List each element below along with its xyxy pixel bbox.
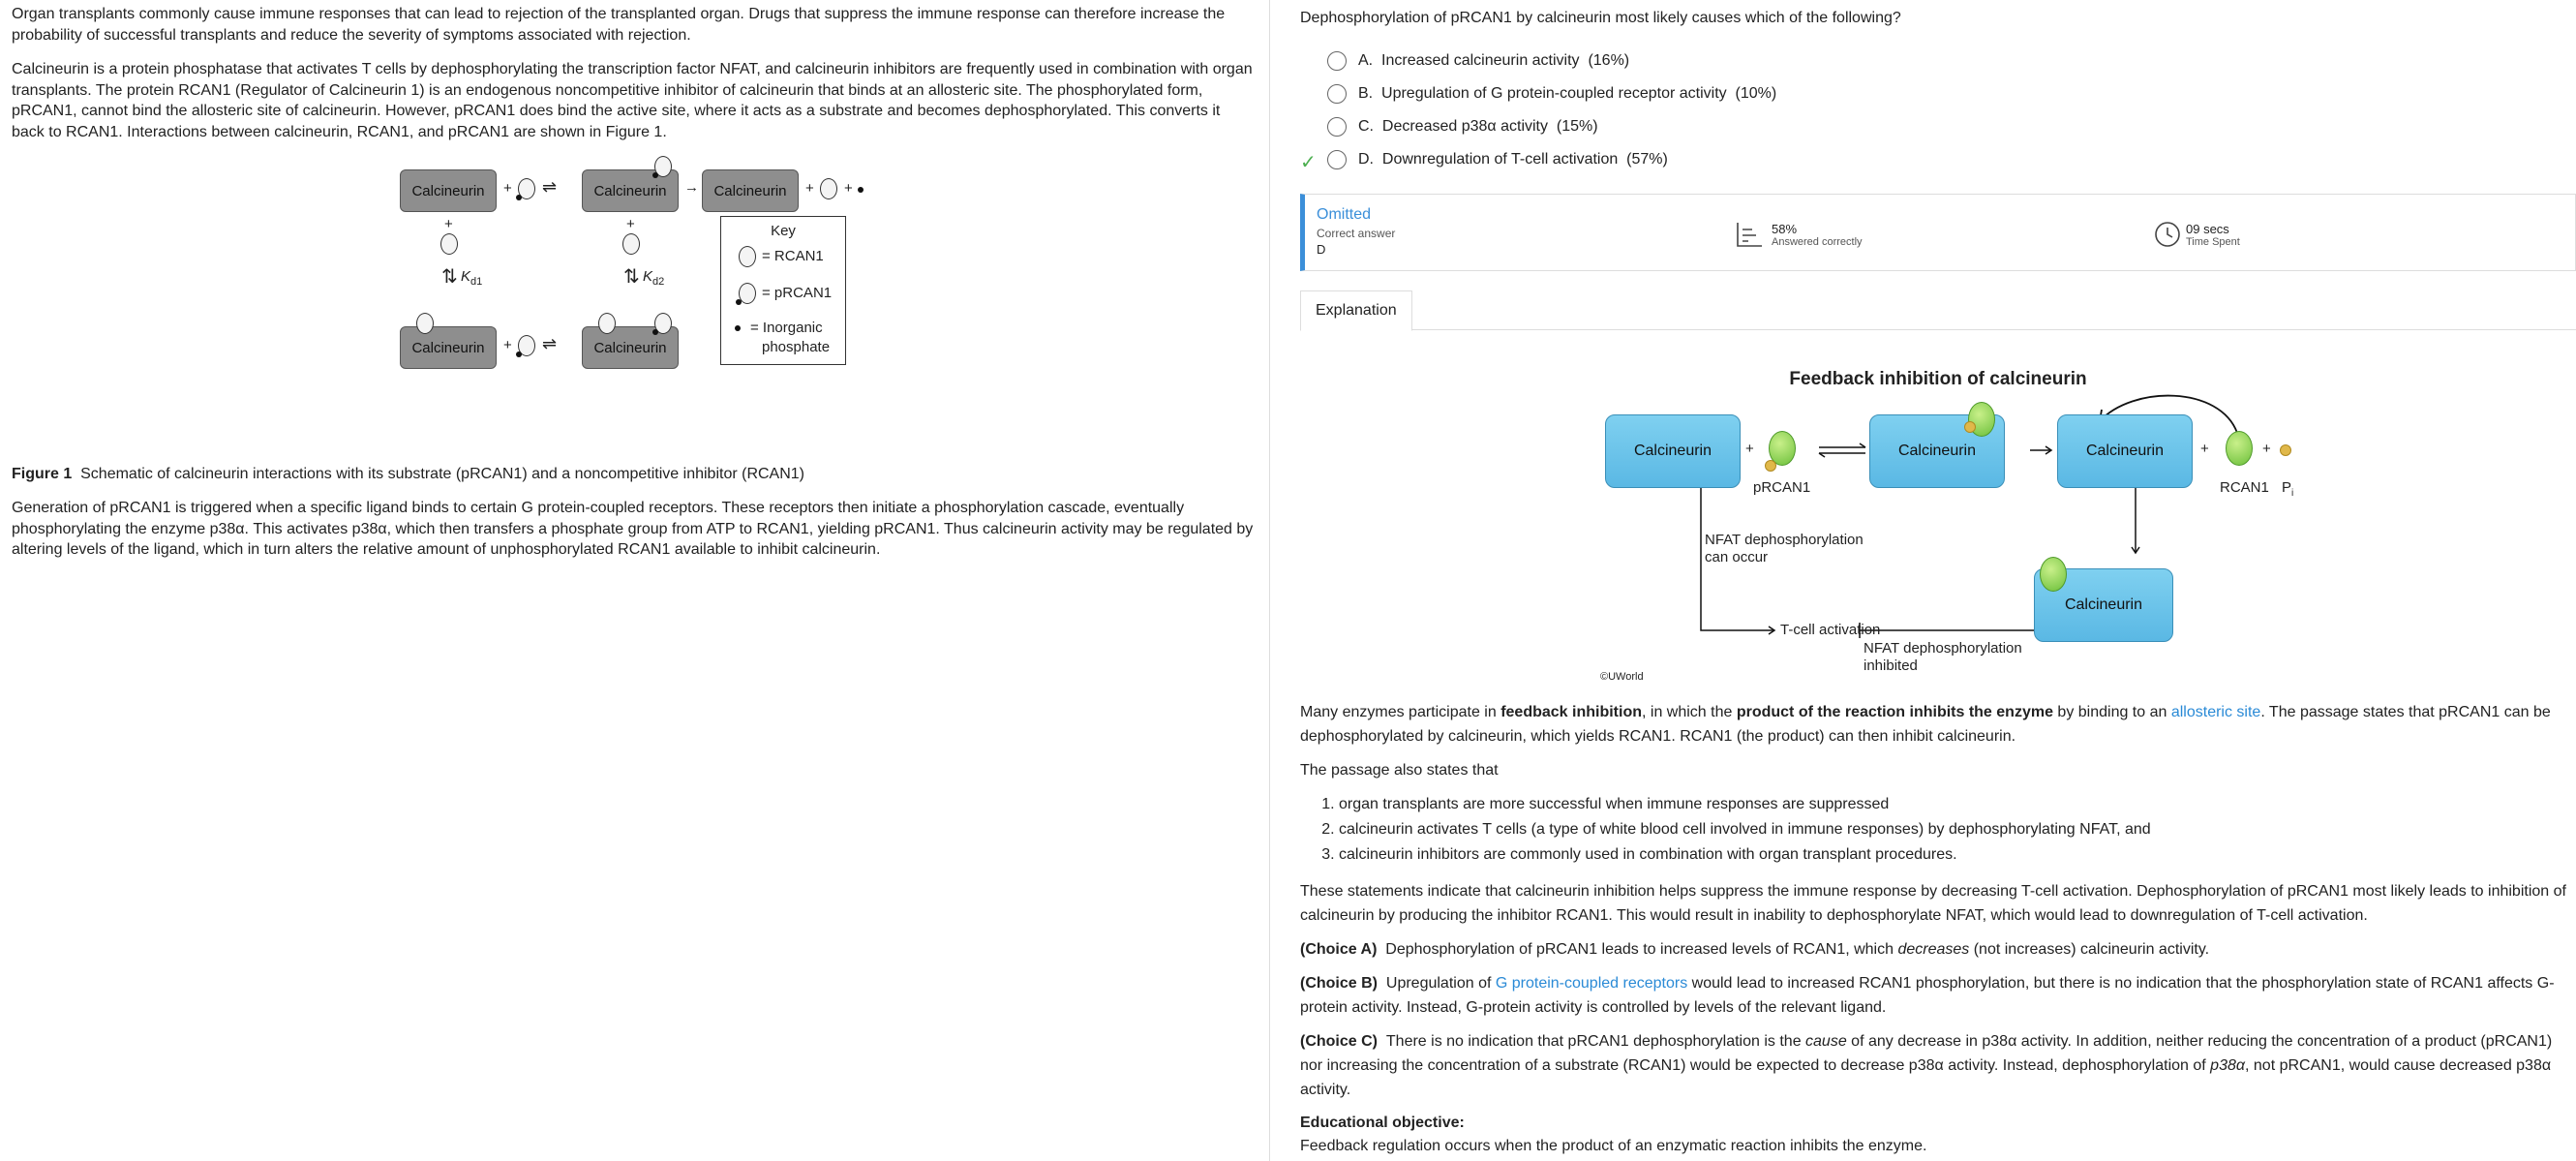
omitted-status: Omitted Correct answer D bbox=[1317, 206, 1396, 257]
plus-sign: + bbox=[444, 216, 453, 232]
rcan1-icon bbox=[820, 178, 837, 199]
caption-text: Schematic of calcineurin interactions with its substrate (pRCAN1) and a noncompetitive inhibitor (RCAN1) bbox=[80, 466, 804, 482]
allosteric-site-link[interactable]: allosteric site bbox=[2170, 704, 2261, 720]
equilibrium-arrow-icon: ⇌ bbox=[542, 177, 558, 197]
calcineurin-label: Calcineurin bbox=[411, 182, 485, 199]
calcineurin-label: Calcineurin bbox=[1633, 443, 1712, 459]
choice-b[interactable]: B. Upregulation of G protein-coupled receptor activity (10%) bbox=[1300, 77, 2576, 110]
choice-b-explanation: (Choice B) Upregulation of G protein-coupled receptors would lead to increased RCAN1 phosphorylation, but there is no indication that the phosphorylation state of RCAN1 affects G-protein activity. Instead, G-protein activity is controlled by levels of the relevant ligand. bbox=[1300, 975, 2555, 1016]
calcineurin-label: Calcineurin bbox=[411, 339, 485, 356]
plus-sign: + bbox=[503, 337, 512, 353]
arrow-right-icon: → bbox=[684, 179, 699, 196]
kd2-label: $K_{d2}$ bbox=[643, 268, 665, 288]
key-title: Key bbox=[771, 223, 796, 239]
phosphate-icon bbox=[858, 187, 864, 193]
calcineurin-label: Calcineurin bbox=[1897, 443, 1977, 459]
rcan1-icon bbox=[598, 313, 616, 334]
equilibrium-vertical-icon: ⇅ bbox=[441, 266, 458, 288]
calcineurin-box bbox=[702, 169, 799, 212]
choice-c-explanation: (Choice C) There is no indication that pRCAN1 dephosphorylation is the cause of any decrease in p38α activity. In addition, neither reducing the concentration of a product (pRCAN1) nor increasing the concentration of a substrate (RCAN1) would be expected to decrease p38α activity. Instead, dephosphorylation of p38α, not pRCAN1, would cause decreased p38α activity. bbox=[1300, 1033, 2553, 1098]
objective-title: Educational objective: bbox=[1300, 1115, 1465, 1131]
phosphate-icon bbox=[1765, 460, 1776, 472]
tab-bar bbox=[1300, 290, 2576, 330]
percent-correct-stat: 58% Answered correctly bbox=[1735, 220, 1863, 249]
explanation-figure-title: Feedback inhibition of calcineurin bbox=[1789, 369, 2087, 389]
rcan1-icon bbox=[416, 313, 434, 334]
figure-caption bbox=[12, 464, 1258, 484]
radio-button[interactable] bbox=[1327, 150, 1347, 169]
passage-paragraph-1: Organ transplants commonly cause immune responses that can lead to rejection of the transplanted organ. Drugs that suppress the immune response can therefore increase the probability of successful transplants and reduce the severity of symptoms associated with rejection. bbox=[12, 6, 1226, 44]
kd1-label: $K_{d1}$ bbox=[461, 268, 483, 288]
phosphate-icon bbox=[652, 329, 658, 335]
key-phosphate-label: = Inorganic bbox=[750, 320, 823, 336]
figure-1 bbox=[12, 156, 1258, 456]
calcineurin-box bbox=[400, 169, 497, 212]
calcineurin-label: Calcineurin bbox=[593, 182, 667, 199]
key-prcan1-label: = pRCAN1 bbox=[762, 285, 833, 301]
calcineurin-label: Calcineurin bbox=[2085, 443, 2165, 459]
key-rcan1-label: = RCAN1 bbox=[762, 248, 824, 264]
list-item: 3. calcineurin inhibitors are commonly used in combination with organ transplant procedures. bbox=[1339, 842, 2576, 868]
rcan1-bound-icon bbox=[2040, 557, 2067, 592]
rcan1-icon bbox=[622, 233, 640, 255]
phosphate-icon bbox=[2280, 444, 2291, 456]
calcineurin-enzyme bbox=[2057, 414, 2193, 488]
explanation-paragraph-3: These statements indicate that calcineurin inhibition helps suppress the immune response by decreasing T-cell activation. Dephosphorylation of pRCAN1 most likely leads to inhibition of calcineurin by producing the inhibitor RCAN1. This would result in inability to dephosphorylate NFAT, which would lead to downregulation of T-cell activation. bbox=[1300, 883, 2566, 924]
passage-paragraph-3: Generation of pRCAN1 is triggered when a specific ligand binds to certain G protein-coupled receptors. These receptors then initiate a phosphorylation cascade, eventually phosphorylating the enzyme p38α. This activates p38α, which then transfers a phosphate group from ATP to RCAN1, yielding pRCAN1. Thus calcineurin activity may be regulated by altering levels of the ligand, which in turn alters the relative amount of unphosphorylated RCAN1 available to inhibit calcineurin. bbox=[12, 500, 1254, 558]
radio-button[interactable] bbox=[1327, 51, 1347, 71]
choice-a[interactable]: A. Increased calcineurin activity (16%) bbox=[1300, 45, 2576, 77]
bar-chart-icon bbox=[1735, 220, 1764, 249]
feedback-diagram bbox=[1300, 390, 2576, 700]
explanation-paragraph-1: Many enzymes participate in feedback inhibition, in which the product of the reaction inhibits the enzyme by binding to an allosteric site. The passage states that pRCAN1 can be dephosphorylated by calcineurin, which yields RCAN1. RCAN1 (the product) can then inhibit calcineurin. bbox=[1300, 704, 2551, 745]
phosphate-icon bbox=[1964, 421, 1976, 433]
phosphate-icon bbox=[652, 172, 658, 178]
prcan1-label: pRCAN1 bbox=[1753, 479, 1811, 496]
list-item: 1. organ transplants are more successful when immune responses are suppressed bbox=[1339, 792, 2576, 817]
plus-sign: + bbox=[1745, 441, 1754, 457]
nfat-occur-label-2: can occur bbox=[1705, 549, 1769, 565]
check-icon: ✓ bbox=[1300, 152, 1317, 173]
key-phosphate-label-2: phosphate bbox=[762, 339, 831, 355]
list-item: 2. calcineurin activates T cells (a type of white blood cell involved in immune responses) by dephosphorylating NFAT, and bbox=[1339, 817, 2576, 842]
question-pane bbox=[1271, 0, 2576, 1161]
choice-d[interactable]: ✓ D. Downregulation of T-cell activation (57%) bbox=[1300, 151, 1668, 173]
objective-text: Feedback regulation occurs when the product of an enzymatic reaction inhibits the enzyme. bbox=[1300, 1138, 1927, 1154]
phosphate-icon bbox=[736, 299, 742, 305]
answer-stats bbox=[1300, 194, 2576, 271]
nfat-occur-label: NFAT dephosphorylation bbox=[1705, 532, 1864, 548]
radio-button[interactable] bbox=[1327, 117, 1347, 137]
rcan1-icon bbox=[2226, 431, 2253, 466]
calcineurin-enzyme bbox=[1605, 414, 1741, 488]
calcineurin-box bbox=[400, 326, 497, 369]
plus-sign: + bbox=[626, 216, 635, 232]
tab-explanation[interactable]: Explanation bbox=[1300, 290, 1412, 331]
phosphate-icon bbox=[735, 325, 741, 331]
time-spent-stat: 09 secs Time Spent bbox=[2153, 220, 2240, 249]
choice-a-explanation: (Choice A) Dephosphorylation of pRCAN1 leads to increased levels of RCAN1, which decreases (not increases) calcineurin activity. bbox=[1300, 941, 2210, 958]
copyright-label: ©UWorld bbox=[1600, 671, 1644, 683]
rcan1-icon bbox=[440, 233, 458, 255]
rcan1-icon bbox=[739, 246, 756, 267]
plus-sign: + bbox=[2262, 441, 2271, 457]
plus-sign: + bbox=[2200, 441, 2209, 457]
choice-c[interactable]: C. Decreased p38α activity (15%) bbox=[1300, 110, 2576, 143]
question-stem: Dephosphorylation of pRCAN1 by calcineurin most likely causes which of the following? bbox=[1300, 10, 1901, 26]
nfat-inhibited-label-2: inhibited bbox=[1864, 657, 1918, 674]
figure-key bbox=[720, 216, 846, 365]
caption-label: Figure 1 bbox=[12, 466, 73, 482]
gpcr-link[interactable]: G protein-coupled receptors bbox=[1495, 975, 1688, 992]
calcineurin-label: Calcineurin bbox=[2064, 596, 2143, 613]
plus-sign: + bbox=[805, 180, 814, 197]
phosphate-icon bbox=[516, 351, 522, 357]
tcell-activation-label: T-cell activation bbox=[1780, 622, 1881, 638]
plus-sign: + bbox=[503, 180, 512, 197]
calcineurin-label: Calcineurin bbox=[713, 182, 787, 199]
passage-points-list bbox=[1300, 792, 2576, 868]
equilibrium-vertical-icon: ⇅ bbox=[623, 266, 640, 288]
passage-pane bbox=[0, 0, 1270, 1161]
plus-sign: + bbox=[844, 180, 853, 197]
phosphate-icon bbox=[516, 195, 522, 200]
pi-label: $P_i$ bbox=[2282, 479, 2294, 499]
passage-paragraph-2: Calcineurin is a protein phosphatase that activates T cells by dephosphorylating the transcription factor NFAT, and calcineurin inhibitors are frequently used in combination with organ transplants. The protein RCAN1 (Regulator of Calcineurin 1) is an endogenous noncompetitive inhibitor of calcineurin that binds at an allosteric site. The phosphorylated form, pRCAN1, cannot bind the allosteric site of calcineurin. However, pRCAN1 does bind the active site, where it acts as a substrate and becomes dephosphorylated. This converts it back to RCAN1. Interactions between calcineurin, RCAN1, and pRCAN1 are shown in Figure 1. bbox=[12, 61, 1253, 140]
clock-icon bbox=[2153, 220, 2182, 249]
explanation-paragraph-2: The passage also states that bbox=[1300, 762, 1499, 779]
radio-button[interactable] bbox=[1327, 84, 1347, 104]
rcan1-label: RCAN1 bbox=[2220, 479, 2269, 496]
equilibrium-arrow-icon: ⇌ bbox=[542, 334, 558, 353]
nfat-inhibited-label: NFAT dephosphorylation bbox=[1864, 640, 2022, 657]
calcineurin-label: Calcineurin bbox=[593, 339, 667, 356]
